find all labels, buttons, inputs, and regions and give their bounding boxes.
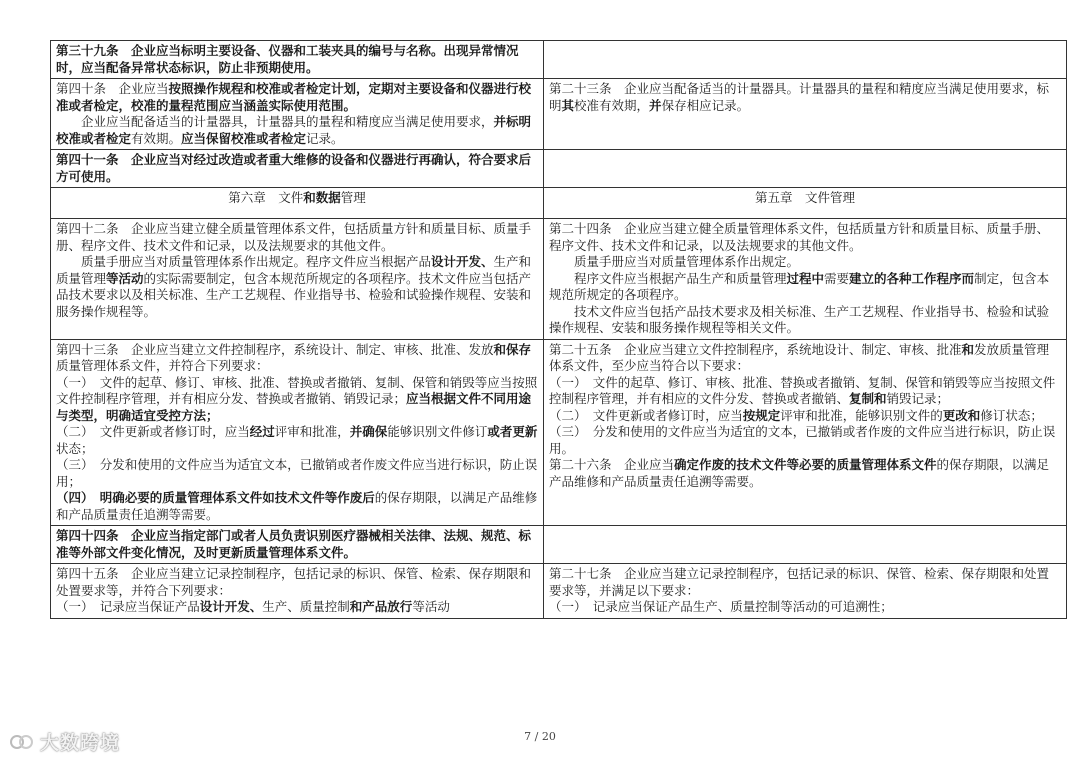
table-row (51, 526, 1067, 564)
watermark-text: 大数跨境 (40, 732, 121, 754)
article-41-old-empty (544, 150, 1067, 188)
article-27-old: 第二十七条 企业应当建立记录控制程序，包括记录的标识、保管、检索、保存期限和处置要求等，并满足以下要求： （一） 记录应当保证产品生产、质量控制等活动的可追溯性； (544, 564, 1067, 619)
article-43-new: 第四十三条 企业应当建立文件控制程序，系统设计、制定、审核、批准、发放和保存质量管理体系文件，并符合下列要求： （一） 文件的起草、修订、审核、批准、替换或者撤销、复制、保管和销毁等应当按照文件控制程序管理，并有相应分发、替换或者撤销、销毁记录；应当根据文件不同用途与类型，明确适宜受控方法； （二） 文件更新或者修订时，应当经过评审和批准，并确保能够识别文件修订或者更新状态； （三） 分发和使用的文件应当为适宜文本，已撤销或者作废文件应当进行标识，防止误用； （四） 明确必要的质量管理体系文件如技术文件等作废后的保存期限，以满足产品维修和产品质量责任追溯等需要。 (51, 339, 544, 526)
article-40-new: 第四十条 企业应当按照操作规程和校准或者检定计划，定期对主要设备和仪器进行校准或者检定，校准的量程范围应当涵盖实际使用范围。 企业应当配备适当的计量器具，计量器具的量程和精度应当满足使用要求，并标明校准或者检定有效期。应当保留校准或者检定记录。 (51, 79, 544, 150)
table-row (51, 219, 1067, 340)
table-row (51, 41, 1067, 79)
page-number: 7 / 20 (524, 730, 556, 743)
table-row (51, 188, 1067, 219)
article-23-old: 第二十三条 企业应当配备适当的计量器具。计量器具的量程和精度应当满足使用要求，标明其校准有效期，并保存相应记录。 (544, 79, 1067, 150)
article-44-new: 第四十四条 企业应当指定部门或者人员负责识别医疗器械相关法律、法规、规范、标准等外部文件变化情况，及时更新质量管理体系文件。 (51, 526, 544, 564)
table-row (51, 339, 1067, 526)
watermark-logo (8, 728, 120, 755)
article-41-new: 第四十一条 企业应当对经过改造或者重大维修的设备和仪器进行再确认，符合要求后方可使用。 (51, 150, 544, 188)
article-44-old-empty (544, 526, 1067, 564)
article-39-new: 第三十九条 企业应当标明主要设备、仪器和工装夹具的编号与名称。出现异常情况时，应当配备异常状态标识，防止非预期使用。 (51, 41, 544, 79)
table-row (51, 150, 1067, 188)
article-24-old: 第二十四条 企业应当建立健全质量管理体系文件，包括质量方针和质量目标、质量手册、程序文件、技术文件和记录，以及法规要求的其他文件。 质量手册应当对质量管理体系作出规定。 程序文件应当根据产品生产和质量管理过程中需要建立的各种工作程序而制定，包含本规范所规定的各项程序。 技术文件应当包括产品技术要求及相关标准、生产工艺规程、作业指导书、检验和试验操作规程、安装和服务操作规程等相关文件。 (544, 219, 1067, 340)
table-row (51, 564, 1067, 619)
watermark-logo-icon (8, 731, 36, 753)
chapter-5-heading: 第五章 文件管理 (544, 188, 1067, 219)
article-25-26-old: 第二十五条 企业应当建立文件控制程序，系统地设计、制定、审核、批准和发放质量管理体系文件，至少应当符合以下要求： （一） 文件的起草、修订、审核、批准、替换或者撤销、复制、保管和销毁等应当按照文件控制程序管理，并有相应的文件分发、替换或者撤销、复制和销毁记录； （二） 文件更新或者修订时，应当按规定评审和批准，能够识别文件的更改和修订状态； （三） 分发和使用的文件应当为适宜的文本，已撤销或者作废的文件应当进行标识，防止误用。 第二十六条 企业应当确定作废的技术文件等必要的质量管理体系文件的保存期限，以满足产品维修和产品质量责任追溯等需要。 (544, 339, 1067, 526)
chapter-6-heading: 第六章 文件和数据管理 (51, 188, 544, 219)
table-row (51, 79, 1067, 150)
article-45-new: 第四十五条 企业应当建立记录控制程序，包括记录的标识、保管、检索、保存期限和处置要求等，并符合下列要求： （一） 记录应当保证产品设计开发、生产、质量控制和产品放行等活动 (51, 564, 544, 619)
article-42-new: 第四十二条 企业应当建立健全质量管理体系文件，包括质量方针和质量目标、质量手册、程序文件、技术文件和记录，以及法规要求的其他文件。 质量手册应当对质量管理体系作出规定。程序文件应当根据产品设计开发、生产和质量管理等活动的实际需要制定，包含本规范所规定的各项程序。技术文件应当包括产品技术要求以及相关标准、生产工艺规程、作业指导书、检验和试验操作规程、安装和服务操作规程等。 (51, 219, 544, 340)
article-39-old-empty (544, 41, 1067, 79)
comparison-table (50, 40, 1067, 619)
